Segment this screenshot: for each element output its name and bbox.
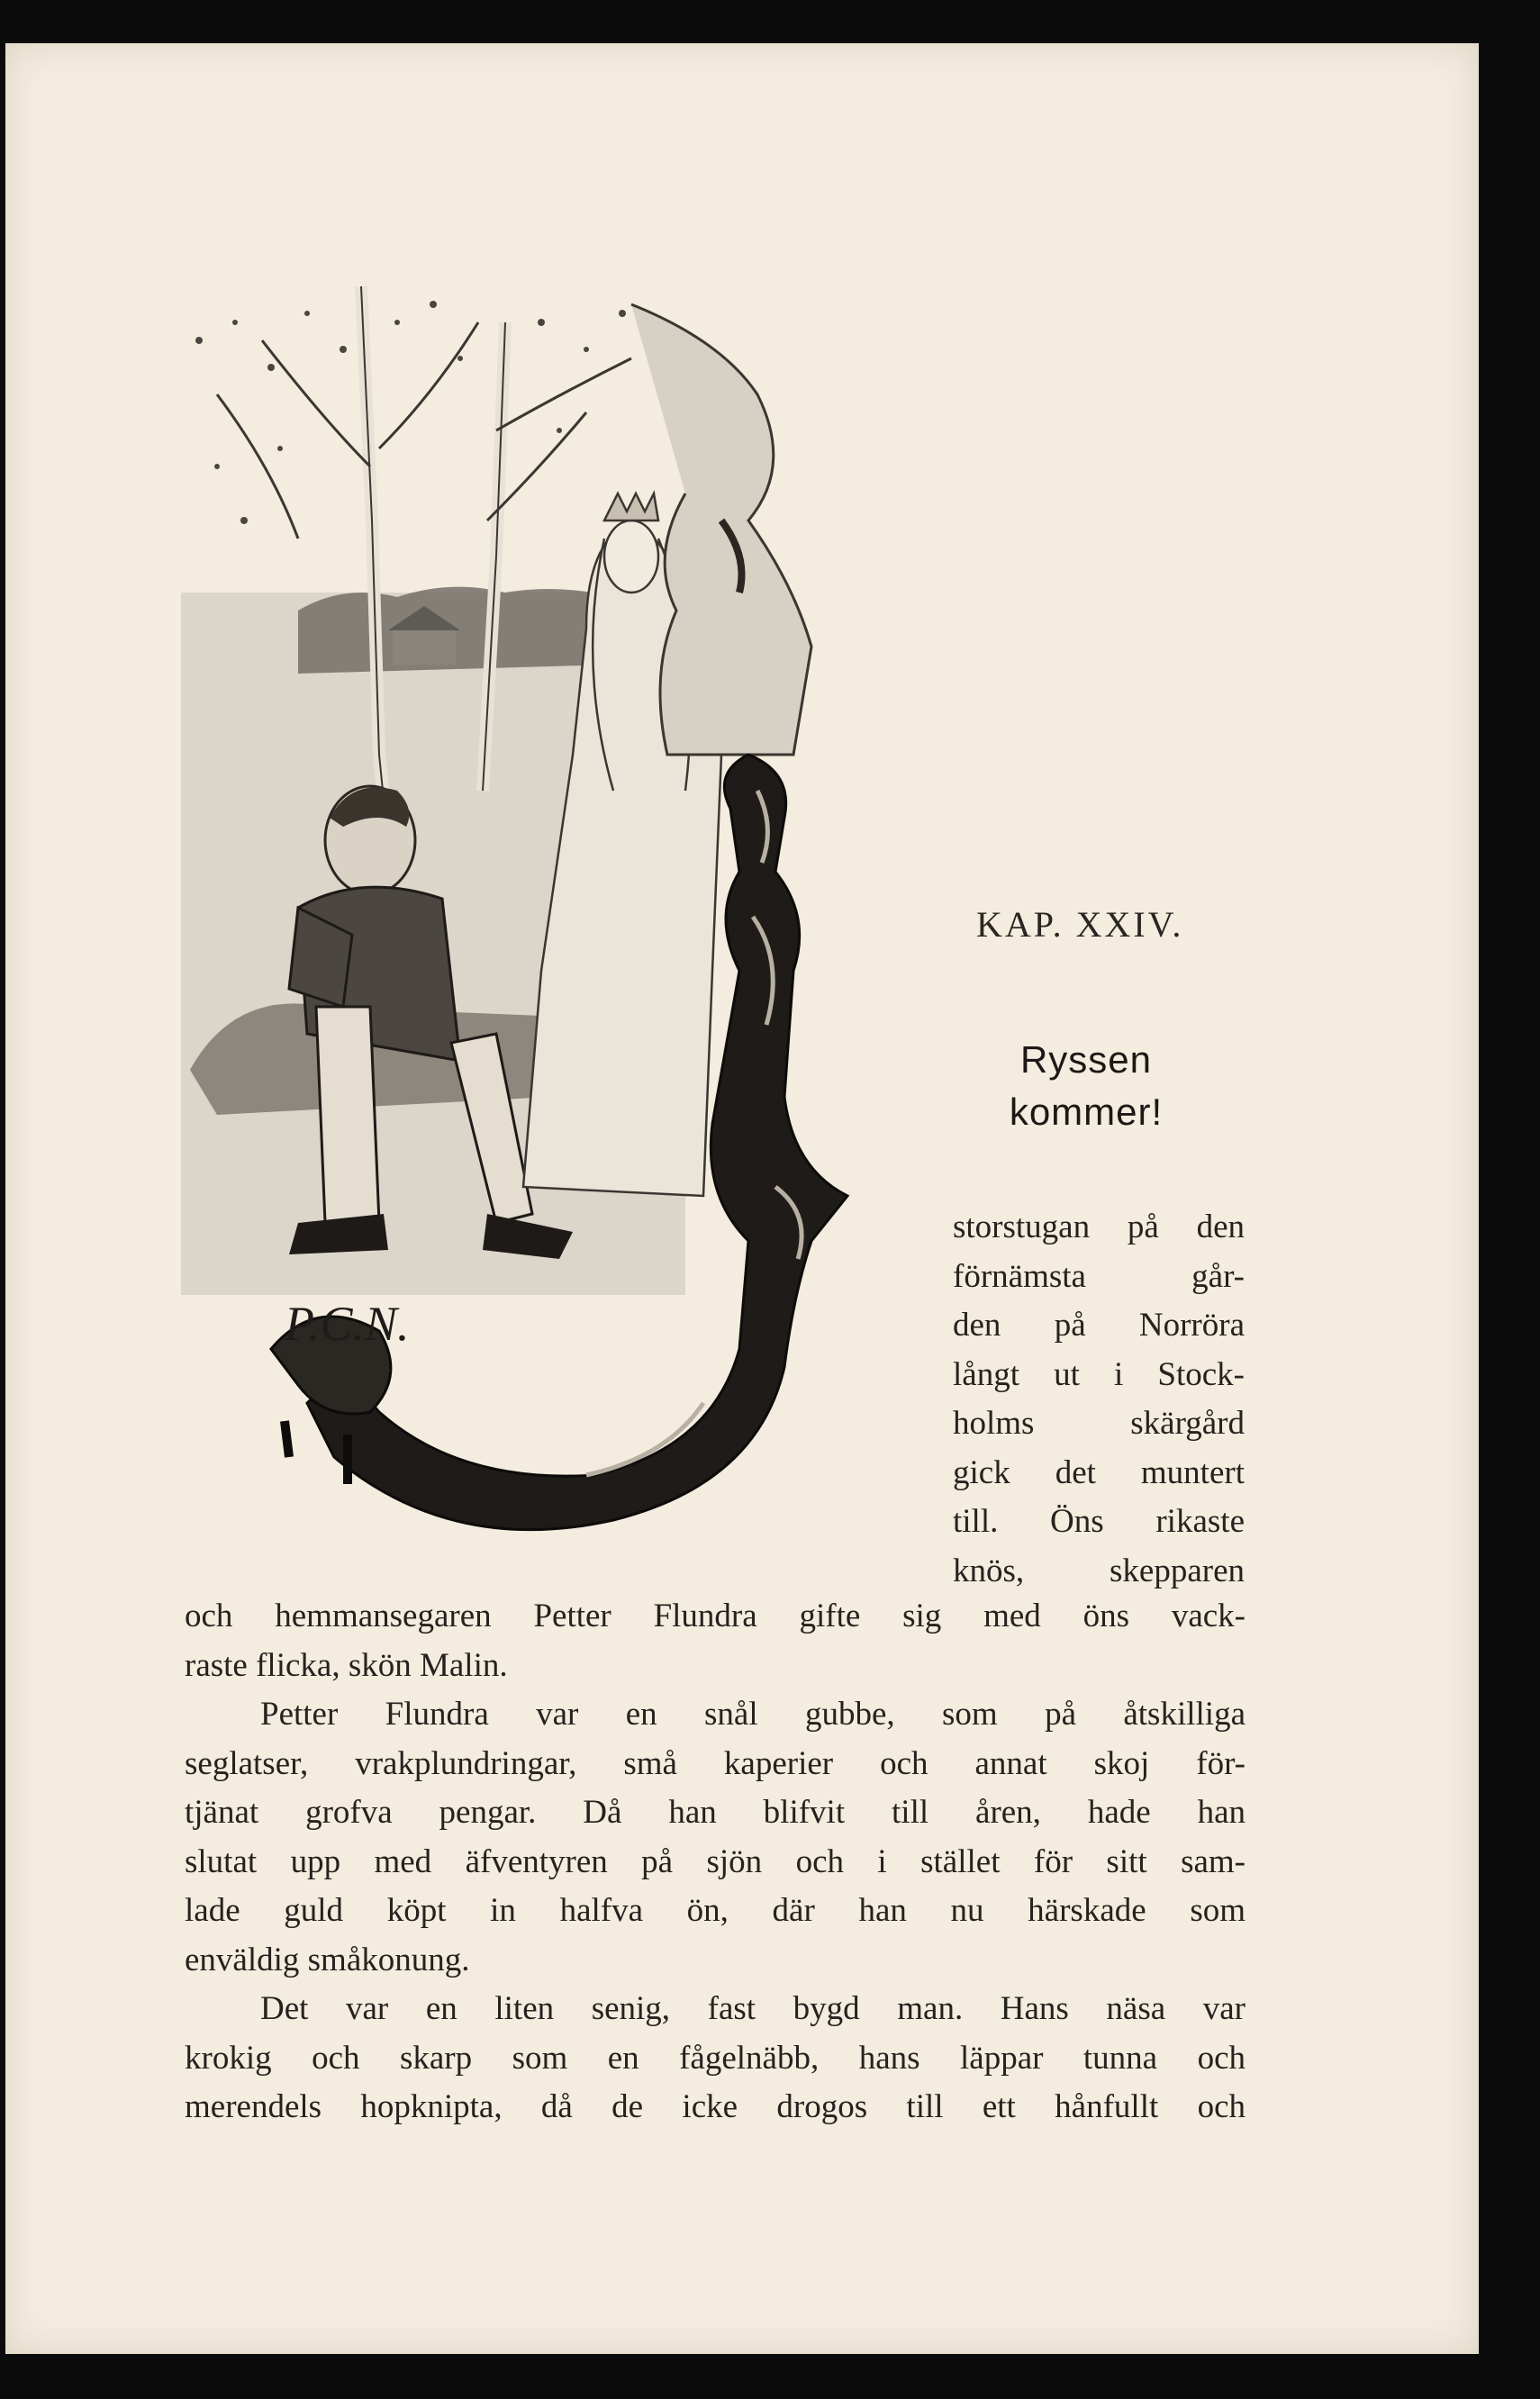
text-line: till. Öns rikaste [953,1503,1245,1540]
body-text [185,1592,1246,2132]
text-beside-initial [953,1203,1245,1596]
chapter-title-line: kommer! [1009,1091,1164,1133]
text-line: förnämsta går- [953,1257,1245,1295]
text-line: holms skärgård [953,1405,1245,1442]
text-line: raste flicka, skön Malin. [185,1646,508,1684]
text-line: seglatser, vrakplundringar, små kaperier och annat skoj för- [185,1744,1246,1782]
chapter-illustration [163,286,947,1574]
text-line: Det var en liten senig, fast bygd man. Hans näsa var [260,1990,1246,2027]
text-line: lade guld köpt in halfva ön, där han nu härskade som [185,1892,1246,1929]
text-line: Petter Flundra var en snål gubbe, som på åtskilliga [260,1696,1246,1733]
text-line: storstugan på den [953,1209,1245,1245]
text-line: långt ut i Stock- [953,1355,1245,1393]
chapter-label: KAP. XXIV. [976,904,1184,945]
chapter-title [996,1034,1176,1138]
text-line: den på Norröra [953,1307,1245,1344]
book-page [5,43,1479,2354]
chapter-title-line: Ryssen [1019,1038,1153,1081]
text-line: knös, skepparen [953,1552,1245,1589]
text-line: gick det muntert [953,1453,1245,1491]
text-line: merendels hopknipta, då de icke drogos till ett hånfullt och [185,2088,1246,2125]
text-line: enväldig småkonung. [185,1941,470,1978]
text-line: och hemmansegaren Petter Flundra gifte sig med öns vack- [185,1598,1246,1634]
text-line: krokig och skarp som en fågelnäbb, hans läppar tunna och [185,2039,1246,2077]
text-line: slutat upp med äfventyren på sjön och i stället för sitt sam- [185,1842,1246,1880]
initial-letter-illustration [163,286,947,1574]
artist-monogram: P.C.N. [285,1297,410,1351]
birch-leaves [195,301,626,524]
text-line: tjänat grofva pengar. Då han blifvit till åren, hade han [185,1794,1246,1831]
